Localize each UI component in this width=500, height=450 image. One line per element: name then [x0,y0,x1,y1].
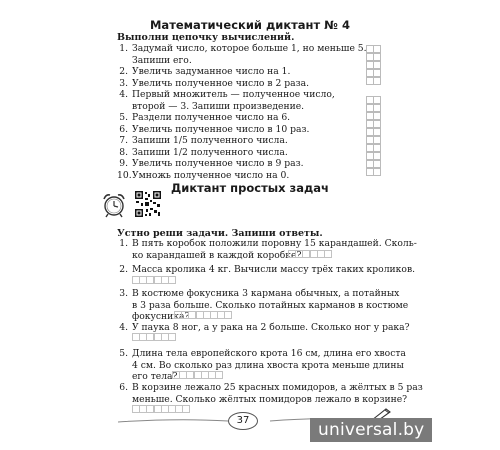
answer-cells-6[interactable] [132,405,190,413]
dictation-1-item: 5. Раздели полученное число на 6. [119,112,291,123]
dictation-1-title: Математический диктант № 4 [149,18,351,32]
answer-cells-3[interactable] [174,311,232,319]
dictation-1-item: 4. Первый множитель — полученное число, второй — 3. Запиши произведение. [119,89,335,112]
dictation-1-item: 7. Запиши 1/5 полученного числа. [119,135,288,146]
dictation-1-item: 10. Умножь полученное число на 0. [117,169,290,181]
dictation-1-item: 3. Увеличь полученное число в 2 раза. [119,77,310,89]
dictation-1-item: 2. Увеличь задуманное число на 1. [119,66,291,77]
answer-cells-1[interactable] [288,250,331,258]
dictation-2-title: Диктант простых задач [171,181,329,195]
answer-cells-4[interactable] [132,333,175,341]
answer-cells-5[interactable] [172,371,222,379]
dictation-1-item: 6. Увеличь полученное число в 10 раз. [119,123,310,135]
dictation-2-item: 5. Длина тела европейского крота 16 см, длина его хвоста 4 см. Во сколько раз длина хвоста крота меньше длины его тела? [119,348,406,382]
dictation-1-instruction: Выполни цепочку вычислений. [117,32,295,43]
page-number: 37 [228,412,258,430]
dictation-2-item: 6. В корзине лежало 25 красных помидоров, а жёлтых в 5 раз меньше. Сколько жёлтых помидоров лежало в корзине? [119,382,423,405]
dictation-1-item: 1. Задумай число, которое больше 1, но меньше 5. Запиши его. [119,43,367,66]
watermark: universal.by [310,418,432,442]
dictation-2-instruction: Устно реши задачи. Запиши ответы. [117,228,323,239]
alarm-clock-icon [101,192,127,218]
dictation-2-item: 2. Масса кролика 4 кг. Вычисли массу трёх таких кроликов. [119,264,416,275]
dictation-2-item: 3. В костюме фокусника 3 кармана обычных, а потайных в 3 раза больше. Сколько потайных карманов в костюме фокусника? [119,288,409,322]
dictation-2-item: 1. В пять коробок положили поровну 15 карандашей. Сколь- ко карандашей в каждой коробке? [119,238,417,261]
dictation-1-item: 8. Запиши 1/2 полученного числа. [119,146,288,158]
dictation-2-item: 4. У паука 8 ног, а у рака на 2 больше. Сколько ног у рака? [119,322,410,333]
answer-cells-2[interactable] [132,276,175,284]
dictation-1-item: 9. Увеличь полученное число в 9 раз. [119,158,304,169]
qr-code-icon[interactable] [134,190,162,218]
